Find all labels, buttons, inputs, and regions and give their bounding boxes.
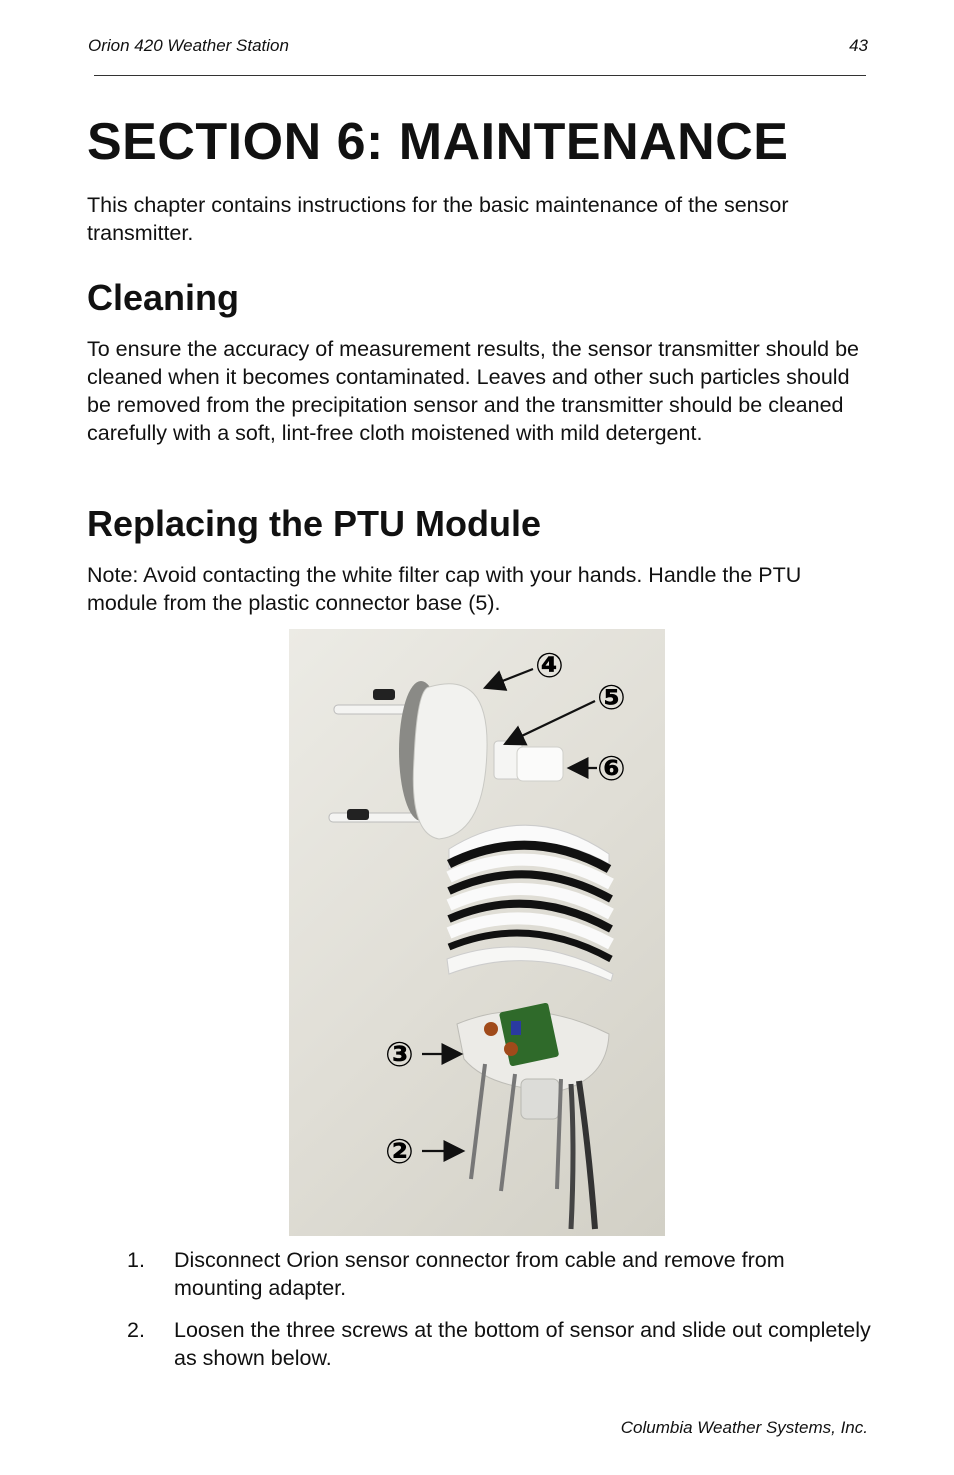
- cleaning-paragraph: To ensure the accuracy of measurement results, the sensor transmitter should be cleaned when it becomes contaminated. Leaves and other such particles should be removed from the precipitation sensor and the transmitter should be cleaned carefully with a soft, lint-free cloth moistened with mild detergent.: [87, 337, 859, 445]
- procedure-steps: [127, 1246, 872, 1386]
- page-number: 43: [849, 36, 868, 55]
- section-title: SECTION 6: MAINTENANCE: [87, 113, 789, 171]
- header-rule: [94, 75, 866, 76]
- sensor-exploded-photo: [289, 629, 665, 1236]
- base-body: [521, 1079, 559, 1119]
- coil: [484, 1022, 498, 1036]
- rod-cap: [347, 809, 369, 820]
- shield-bottom: [447, 947, 613, 981]
- ptu-note: Note: Avoid contacting the white filter cap with your hands. Handle the PTU module from the plastic connector base (5).: [87, 563, 802, 615]
- header-title: Orion 420 Weather Station: [88, 36, 289, 55]
- coil: [504, 1042, 518, 1056]
- screw: [501, 1074, 515, 1191]
- step-text: Loosen the three screws at the bottom of sensor and slide out completely as shown below.: [174, 1318, 871, 1370]
- running-header: [88, 36, 868, 56]
- ptu-heading: Replacing the PTU Module: [87, 503, 542, 544]
- step-text: Disconnect Orion sensor connector from cable and remove from mounting adapter.: [174, 1248, 785, 1300]
- cable: [579, 1081, 595, 1229]
- rod-cap: [373, 689, 395, 700]
- sensor-head: [413, 684, 487, 839]
- callout-3: ③: [385, 1035, 414, 1075]
- callout-2: ②: [385, 1132, 414, 1172]
- ptu-filter-cap: [517, 747, 563, 781]
- cable: [571, 1084, 573, 1229]
- connector: [511, 1021, 521, 1035]
- intro-paragraph: This chapter contains instructions for the basic maintenance of the sensor transmitter.: [87, 193, 789, 245]
- screw: [471, 1064, 485, 1179]
- step-number: 1.: [127, 1248, 145, 1272]
- footer-company: Columbia Weather Systems, Inc.: [620, 1418, 868, 1437]
- list-item: [127, 1316, 872, 1372]
- callout-arrow-5: [507, 701, 595, 743]
- callout-4: ④: [535, 646, 564, 686]
- cleaning-heading: Cleaning: [87, 277, 240, 318]
- callout-5: ⑤: [597, 678, 626, 718]
- callout-arrow-4: [487, 669, 533, 687]
- callout-6: ⑥: [597, 749, 626, 789]
- sensor-illustration: [289, 629, 665, 1236]
- list-item: [127, 1246, 872, 1302]
- step-number: 2.: [127, 1318, 145, 1342]
